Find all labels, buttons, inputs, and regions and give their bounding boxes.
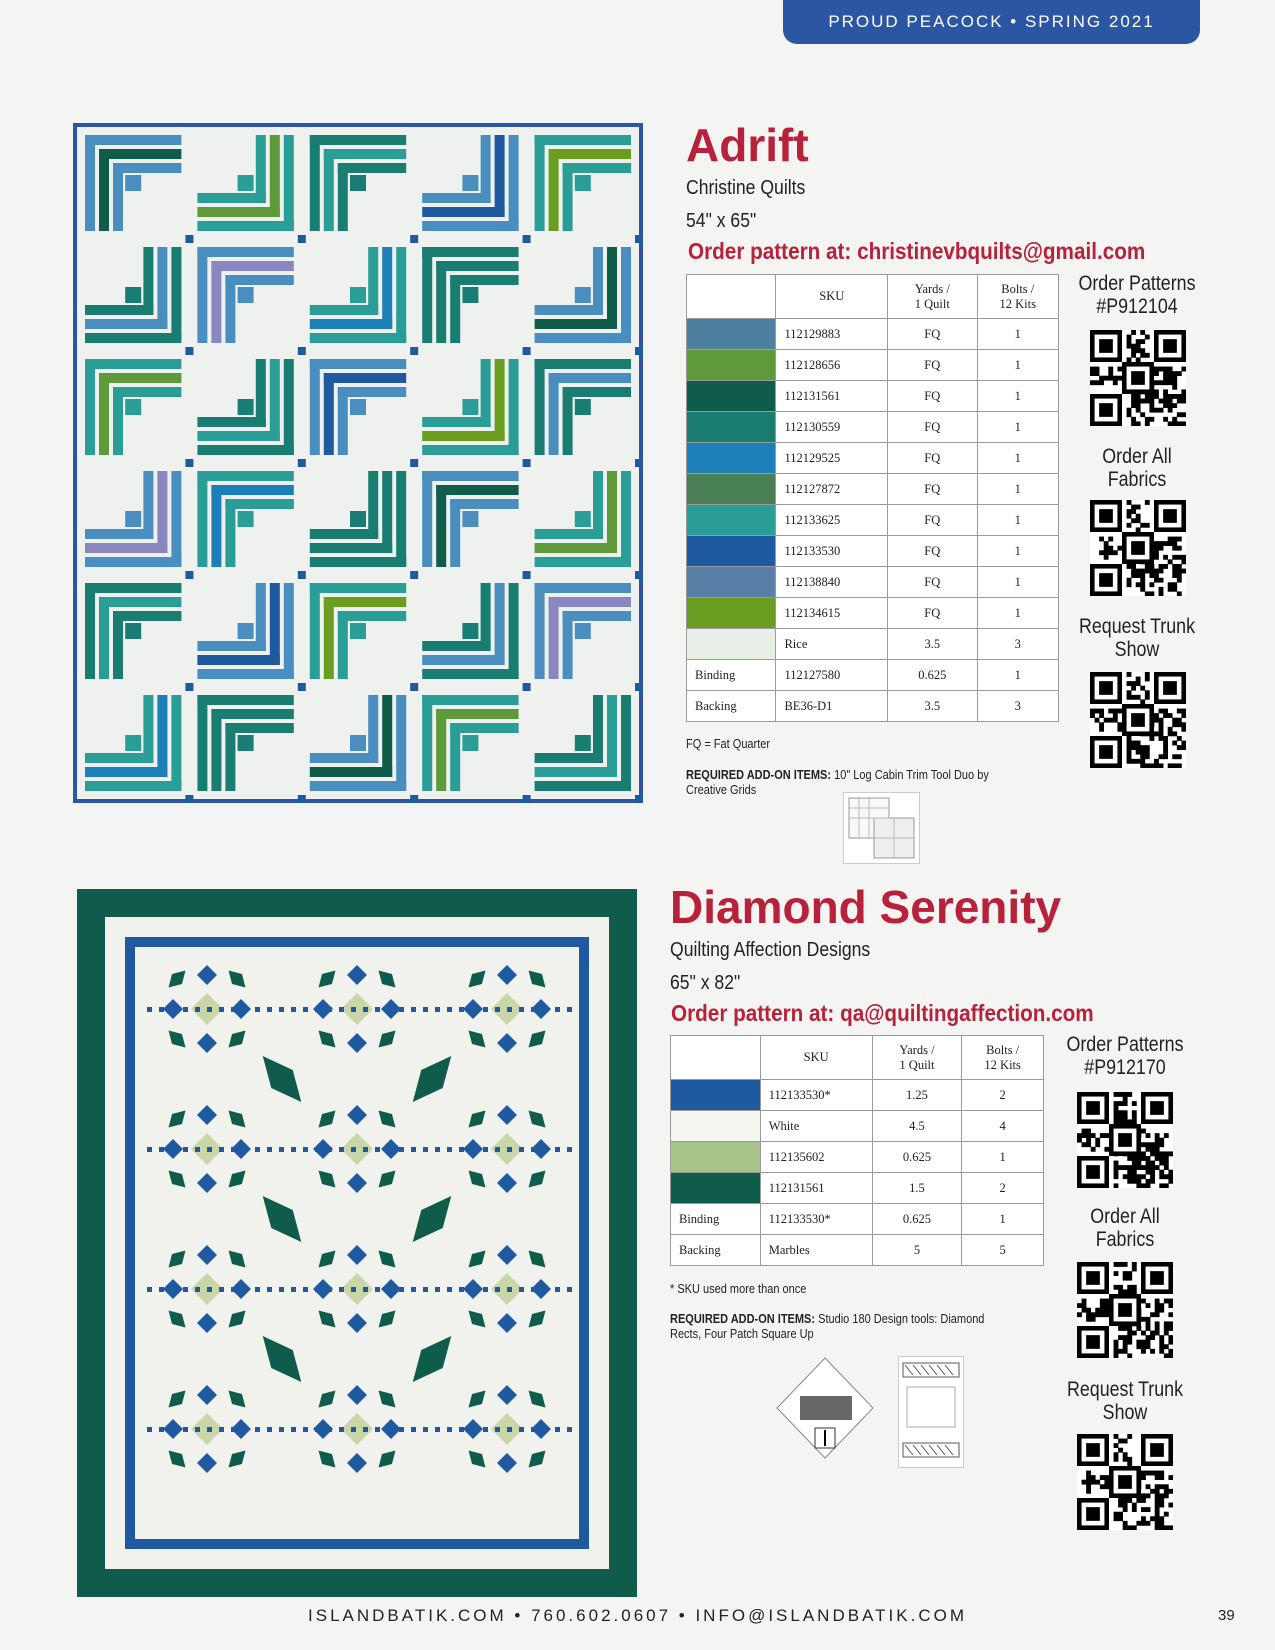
- addon-text: 10" Log Cabin Trim Tool Duo by Creative Grids: [686, 768, 989, 797]
- diamond-serenity-size: 65" x 82": [670, 972, 741, 994]
- fabric-swatch: [687, 598, 776, 629]
- sku-cell: 112133530*: [760, 1204, 872, 1235]
- bolts-cell: 2: [962, 1080, 1044, 1111]
- table-row: [687, 350, 1059, 381]
- sku-cell: 112131561: [776, 381, 888, 412]
- yards-cell: 5: [872, 1235, 962, 1266]
- diamond-serenity-trunk-show-label: Request Trunk Show: [1066, 1378, 1184, 1424]
- diamond-serenity-trunk-show-qr[interactable]: [1077, 1434, 1173, 1530]
- header-yards: Yards / 1 Quilt: [888, 275, 977, 319]
- bolts-cell: 1: [962, 1204, 1044, 1235]
- sku-cell: 112127872: [776, 474, 888, 505]
- table-row: [687, 474, 1059, 505]
- yards-cell: FQ: [888, 536, 977, 567]
- bolts-cell: 4: [962, 1111, 1044, 1142]
- yards-cell: FQ: [888, 505, 977, 536]
- yards-cell: 0.625: [872, 1204, 962, 1235]
- sku-cell: 112133530*: [760, 1080, 872, 1111]
- fabric-swatch: [671, 1142, 761, 1173]
- header-blank: [671, 1036, 761, 1080]
- sku-cell: 112129525: [776, 443, 888, 474]
- fabric-swatch: [687, 412, 776, 443]
- diamond-serenity-order-fabrics-label: Order All Fabrics: [1090, 1205, 1160, 1251]
- table-row: [687, 536, 1059, 567]
- table-row: [687, 691, 1059, 722]
- adrift-order-link[interactable]: Order pattern at: christinevbquilts@gmail.com: [688, 238, 1146, 264]
- addon-label: REQUIRED ADD-ON ITEMS:: [686, 768, 832, 782]
- bolts-cell: 1: [977, 474, 1058, 505]
- yards-cell: 0.625: [872, 1142, 962, 1173]
- header-sku: SKU: [760, 1036, 872, 1080]
- table-row: [671, 1080, 1044, 1111]
- bolts-cell: 1: [977, 381, 1058, 412]
- bolts-cell: 1: [977, 412, 1058, 443]
- adrift-trunk-show-qr[interactable]: [1090, 672, 1186, 768]
- row-label: Backing: [687, 691, 776, 722]
- diamond-serenity-order-patterns-label: Order Patterns #P912170: [1066, 1033, 1184, 1079]
- fabric-swatch: [671, 1111, 761, 1142]
- fabric-swatch: [671, 1080, 761, 1111]
- bolts-cell: 1: [962, 1142, 1044, 1173]
- diamond-serenity-addon-items: [670, 1312, 1013, 1342]
- sku-cell: Marbles: [760, 1235, 872, 1266]
- fabric-swatch: [687, 381, 776, 412]
- yards-cell: FQ: [888, 412, 977, 443]
- adrift-size: 54" x 65": [686, 210, 757, 232]
- header-bolts: Bolts / 12 Kits: [962, 1036, 1044, 1080]
- yards-cell: FQ: [888, 319, 977, 350]
- diamond-serenity-order-fabrics-qr[interactable]: [1077, 1262, 1173, 1358]
- sku-cell: White: [760, 1111, 872, 1142]
- diamond-serenity-title: Diamond Serenity: [670, 881, 1062, 933]
- catalog-header-tab: PROUD PEACOCK • SPRING 2021: [783, 0, 1200, 44]
- header-blank: [687, 275, 776, 319]
- four-patch-square-up-tool-image: [898, 1356, 964, 1468]
- bolts-cell: 1: [977, 598, 1058, 629]
- bolts-cell: 1: [977, 443, 1058, 474]
- header-sku: SKU: [776, 275, 888, 319]
- adrift-fabric-table: [686, 274, 1059, 722]
- sku-cell: 112133625: [776, 505, 888, 536]
- page-footer: ISLANDBATIK.COM • 760.602.0607 • INFO@ISLANDBATIK.COM: [308, 1606, 967, 1625]
- yards-cell: 0.625: [888, 660, 977, 691]
- sku-cell: 112135602: [760, 1142, 872, 1173]
- table-row: [687, 567, 1059, 598]
- yards-cell: FQ: [888, 474, 977, 505]
- fabric-swatch: [687, 443, 776, 474]
- bolts-cell: 3: [977, 629, 1058, 660]
- row-label: Binding: [671, 1204, 761, 1235]
- table-row: [687, 443, 1059, 474]
- bolts-cell: 1: [977, 350, 1058, 381]
- addon-label: REQUIRED ADD-ON ITEMS:: [670, 1312, 816, 1326]
- bolts-cell: 2: [962, 1173, 1044, 1204]
- yards-cell: FQ: [888, 567, 977, 598]
- yards-cell: 1.5: [872, 1173, 962, 1204]
- sku-cell: 112134615: [776, 598, 888, 629]
- sku-cell: 112138840: [776, 567, 888, 598]
- bolts-cell: 1: [977, 536, 1058, 567]
- fabric-swatch: [687, 474, 776, 505]
- table-row: [687, 598, 1059, 629]
- sku-cell: 112130559: [776, 412, 888, 443]
- diamond-serenity-order-link[interactable]: Order pattern at: qa@quiltingaffection.com: [671, 1000, 1094, 1026]
- diamond-rects-tool-image: [775, 1356, 875, 1461]
- header-bolts: Bolts / 12 Kits: [977, 275, 1058, 319]
- sku-cell: Rice: [776, 629, 888, 660]
- bolts-cell: 1: [977, 660, 1058, 691]
- bolts-cell: 1: [977, 319, 1058, 350]
- diamond-serenity-order-patterns-qr[interactable]: [1077, 1092, 1173, 1188]
- sku-cell: BE36-D1: [776, 691, 888, 722]
- yards-cell: FQ: [888, 381, 977, 412]
- yards-cell: FQ: [888, 598, 977, 629]
- adrift-order-fabrics-label: Order All Fabrics: [1102, 445, 1172, 491]
- fabric-swatch: [687, 319, 776, 350]
- bolts-cell: 5: [962, 1235, 1044, 1266]
- bolts-cell: 3: [977, 691, 1058, 722]
- adrift-trunk-show-label: Request Trunk Show: [1078, 615, 1196, 661]
- table-row: [687, 412, 1059, 443]
- fabric-swatch: [687, 536, 776, 567]
- addon-text: Studio 180 Design tools: Diamond Rects, Four Patch Square Up: [670, 1312, 985, 1341]
- row-label: Backing: [671, 1235, 761, 1266]
- fabric-swatch: [687, 567, 776, 598]
- sku-cell: 112128656: [776, 350, 888, 381]
- yards-cell: FQ: [888, 350, 977, 381]
- diamond-serenity-quilt-image: [77, 889, 637, 1597]
- yards-cell: 3.5: [888, 629, 977, 660]
- table-row: [687, 660, 1059, 691]
- fabric-swatch: [687, 350, 776, 381]
- yards-cell: 3.5: [888, 691, 977, 722]
- yards-cell: FQ: [888, 443, 977, 474]
- yards-cell: 4.5: [872, 1111, 962, 1142]
- table-row: [671, 1173, 1044, 1204]
- fabric-swatch: [671, 1173, 761, 1204]
- sku-cell: 112133530: [776, 536, 888, 567]
- table-row: [671, 1235, 1044, 1266]
- sku-cell: 112129883: [776, 319, 888, 350]
- adrift-footnote: FQ = Fat Quarter: [686, 737, 771, 751]
- table-row: [687, 629, 1059, 660]
- adrift-order-patterns-label: Order Patterns #P912104: [1078, 272, 1196, 318]
- header-yards: Yards / 1 Quilt: [872, 1036, 962, 1080]
- diamond-serenity-designer: Quilting Affection Designs: [670, 939, 871, 961]
- row-label: Binding: [687, 660, 776, 691]
- table-row: [687, 381, 1059, 412]
- adrift-title: Adrift: [686, 119, 809, 171]
- table-row: [687, 505, 1059, 536]
- diamond-serenity-footnote: * SKU used more than once: [670, 1282, 807, 1296]
- yards-cell: 1.25: [872, 1080, 962, 1111]
- adrift-quilt-image: [73, 123, 643, 803]
- fabric-swatch: [687, 629, 776, 660]
- adrift-designer: Christine Quilts: [686, 177, 806, 199]
- adrift-order-patterns-qr[interactable]: [1090, 330, 1186, 426]
- bolts-cell: 1: [977, 505, 1058, 536]
- table-row: [687, 319, 1059, 350]
- page-number: 39: [1218, 1607, 1235, 1624]
- sku-cell: 112131561: [760, 1173, 872, 1204]
- fabric-swatch: [687, 505, 776, 536]
- sku-cell: 112127580: [776, 660, 888, 691]
- table-row: [671, 1204, 1044, 1235]
- bolts-cell: 1: [977, 567, 1058, 598]
- log-cabin-tool-image: [843, 792, 920, 864]
- adrift-order-fabrics-qr[interactable]: [1090, 500, 1186, 596]
- table-row: [671, 1111, 1044, 1142]
- table-row: [671, 1142, 1044, 1173]
- diamond-serenity-fabric-table: [670, 1035, 1044, 1266]
